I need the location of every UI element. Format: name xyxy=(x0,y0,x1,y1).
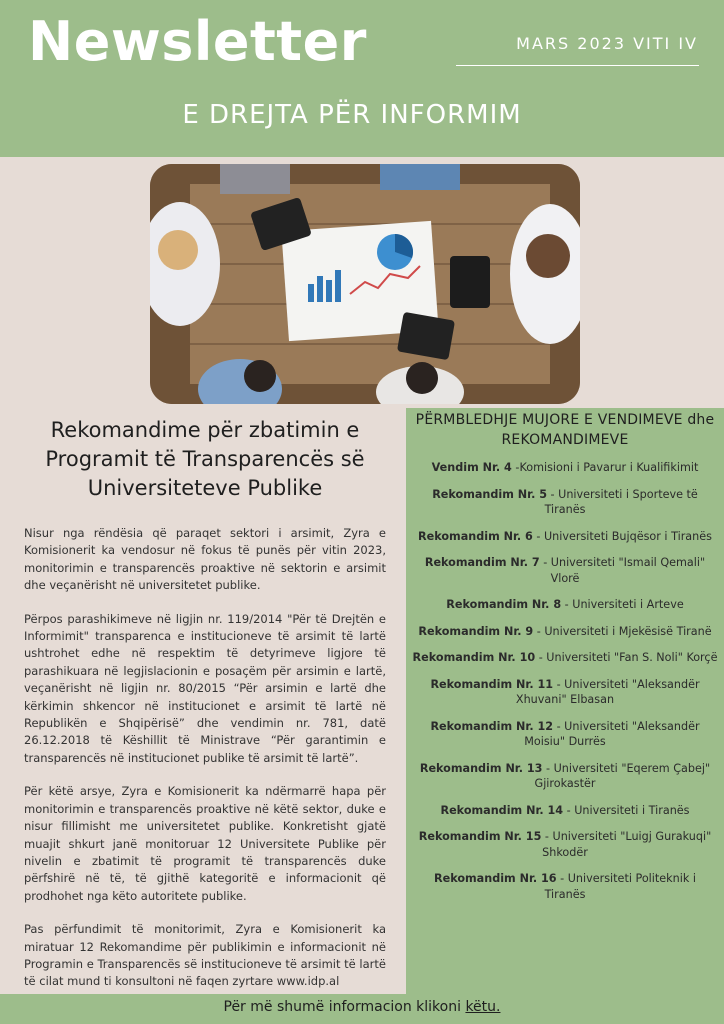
item-text: - Universiteti i Sporteve të Tiranës xyxy=(544,487,698,516)
item-text: - Universiteti Bujqësor i Tiranës xyxy=(532,529,712,543)
item-label: Rekomandim Nr. 11 xyxy=(430,677,554,691)
list-item xyxy=(412,650,718,666)
newsletter-title: Newsletter xyxy=(28,10,367,73)
list-item xyxy=(412,555,718,586)
newsletter-subtitle: E DREJTA PËR INFORMIM xyxy=(182,100,522,130)
list-item xyxy=(412,871,718,902)
article-paragraph: Për këtë arsye, Zyra e Komisionerit ka ndërmarrë hapa për monitorimin e transparencës proaktive në këtë sektor, duke e nisur fillimisht me universitetet publike. Konkretisht gjatë muajit shkurt janë monitoruar 12 Universitete Publike për nivelin e zbatimit të programit të transparencës duke përfshirë në të, të gjithë kategoritë e informacionit që prodhohet nga këto autoritete publike. xyxy=(24,784,386,903)
more-info-link[interactable]: këtu. xyxy=(465,999,501,1015)
item-label: Rekomandim Nr. 9 xyxy=(418,624,534,638)
item-text: - Universiteti "Fan S. Noli" Korçë xyxy=(535,651,718,664)
article-paragraph: Pas përfundimit të monitorimit, Zyra e Komisionerit ka miratuar 12 Rekomandime për publikimin e informacionit në Programin e Transparencës së institucioneve të arsimit të lartë të cilat mund ti konsultoni në faqen zyrtare www.idp.al xyxy=(24,922,386,989)
item-label: Rekomandim Nr. 8 xyxy=(446,598,562,611)
item-label: Rekomandim Nr. 12 xyxy=(430,719,554,733)
header-banner xyxy=(0,0,724,157)
item-label: Rekomandim Nr. 6 xyxy=(418,529,533,543)
item-label: Rekomandim Nr. 15 xyxy=(418,830,542,843)
list-item xyxy=(412,761,718,792)
article-title: Rekomandime për zbatimin e Programit të Transparencës së Universiteteve Publike xyxy=(45,418,365,500)
list-item xyxy=(412,529,718,545)
item-text: - Universiteti "Aleksandër Xhuvani" Elbasan xyxy=(515,677,700,706)
issue-divider xyxy=(456,65,699,66)
list-item xyxy=(412,829,718,860)
item-text: - Universiteti Politeknik i Tiranës xyxy=(544,872,696,901)
issue-date: MARS 2023 VITI IV xyxy=(516,34,698,53)
item-label: Rekomandim Nr. 5 xyxy=(432,487,547,501)
article-paragraph: Nisur nga rëndësia që paraqet sektori i arsimit, Zyra e Komisionerit ka vendosur në fokus të punës për vitin 2023, monitorimin e transparencës proaktive në sektorin e arsimit dhe veçanërisht në universitetet publike. xyxy=(24,526,386,593)
list-item xyxy=(412,487,718,518)
item-text: - Universiteti i Tiranës xyxy=(563,803,690,817)
list-item xyxy=(412,803,718,819)
recommendation-list xyxy=(406,460,724,902)
footer-text: Për më shumë informacion klikoni xyxy=(223,999,466,1015)
list-item xyxy=(412,719,718,750)
meeting-photo xyxy=(150,164,580,404)
item-label: Rekomandim Nr. 10 xyxy=(412,651,536,664)
summary-panel xyxy=(406,408,724,994)
item-label: Rekomandim Nr. 13 xyxy=(419,761,543,775)
item-label: Rekomandim Nr. 16 xyxy=(434,872,557,885)
item-text: - Universiteti "Ismail Qemali" Vlorë xyxy=(539,556,706,585)
item-label: Vendim Nr. 4 xyxy=(431,461,512,474)
item-text: - Universiteti "Eqerem Çabej" Gjirokastër xyxy=(534,761,711,790)
item-text: - Universiteti i Arteve xyxy=(561,598,684,611)
item-text: - Universiteti "Luigj Gurakuqi" Shkodër xyxy=(541,830,712,859)
footer-bar xyxy=(0,994,724,1024)
item-label: Rekomandim Nr. 7 xyxy=(424,556,540,569)
article-paragraph: Përpos parashikimeve në ligjin nr. 119/2014 "Për të Drejtën e Informimit" transparenca e institucioneve të arsimit të lartë ushtrohet edhe në respektim të detyrimeve ligjore të parashikuara në legjislacionin e posaçëm për arsimin e lartë, veçanërisht në ligjin nr. 80/2015 “Për arsimin e lartë dhe kërkimin shkencor në institucionet e arsimit të lartë në Republikën e Shqipërisë” dhe vendimin nr. 781, datë 26.12.2018 të Këshillit të Ministrave “Për garantimin e transparencës në institucionet publike të arsimit të lartë”. xyxy=(24,611,386,765)
item-text: - Universiteti "Aleksandër Moisiu" Durrës xyxy=(524,719,700,748)
list-item xyxy=(412,677,718,708)
item-text: -Komisioni i Pavarur i Kualifikimit xyxy=(511,461,699,474)
item-text: - Universiteti i Mjekësisë Tiranë xyxy=(533,624,712,638)
article-section xyxy=(24,416,386,1007)
list-item xyxy=(412,460,718,476)
summary-title: PËRMBLEDHJE MUJORE E VENDIMEVE dhe REKOMANDIMEVE xyxy=(415,412,715,448)
list-item xyxy=(412,624,718,640)
list-item xyxy=(412,597,718,613)
item-label: Rekomandim Nr. 14 xyxy=(440,803,564,817)
